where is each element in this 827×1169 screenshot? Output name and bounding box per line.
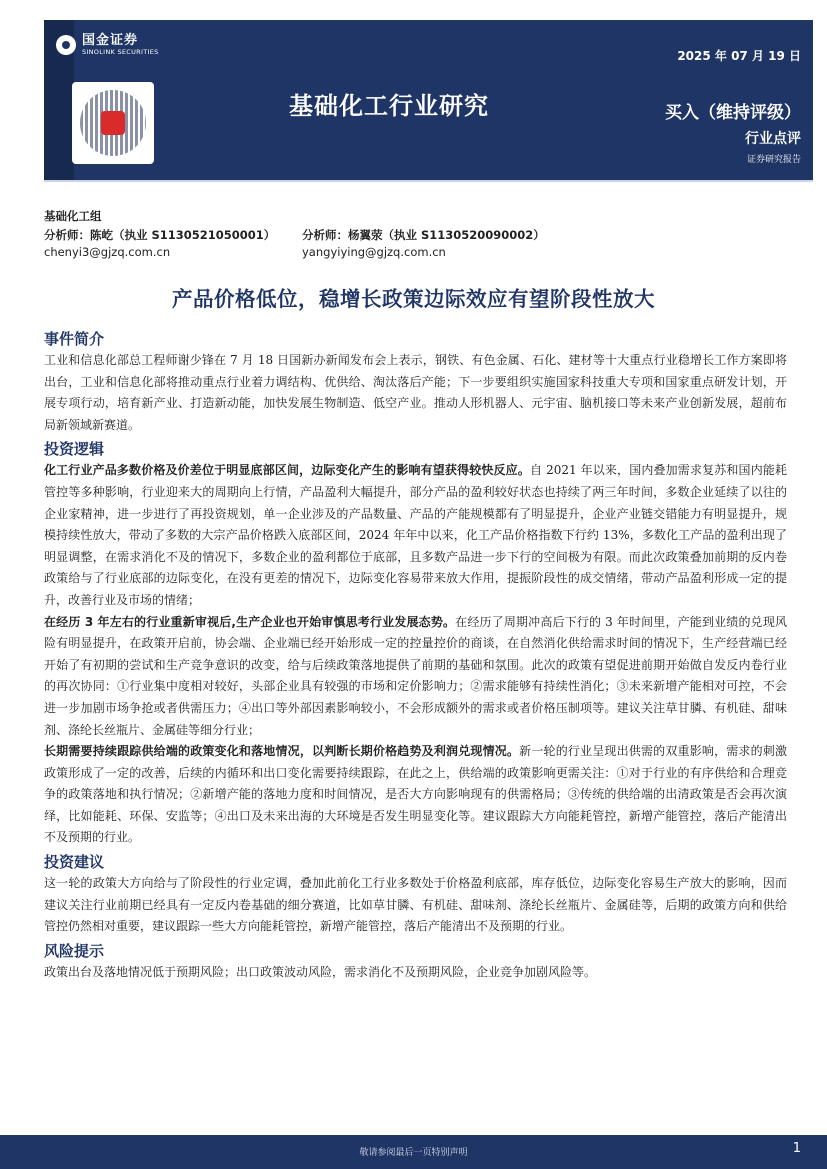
logic-paragraph-3	[44, 741, 787, 849]
report-type: 行业点评	[745, 131, 801, 147]
team-name: 基础化工组	[44, 209, 102, 223]
logic-paragraph-2	[44, 612, 787, 742]
section-title-advice: 投资建议	[44, 853, 105, 872]
logic-paragraph-1	[44, 460, 787, 611]
author-1-name: 分析师：陈屹（执业 S1130521050001）	[44, 228, 276, 242]
logo-icon	[56, 35, 76, 55]
disclaimer-note: 敬请参阅最后一页特别声明	[359, 1148, 468, 1158]
author-1-email[interactable]: chenyi3@gjzq.com.cn	[44, 245, 171, 259]
sector-title: 基础化工行业研究	[289, 92, 489, 120]
logic-p1-lead: 化工行业产品多数价格及价差位于明显底部区间，边际变化产生的影响有望获得较快反应。	[44, 463, 530, 478]
section-title-event: 事件简介	[44, 330, 105, 348]
report-date: 2025 年 07 月 19 日	[677, 49, 801, 63]
logo-name-en: SINOLINK SECURITIES	[82, 48, 159, 56]
report-subtype: 证券研究报告	[746, 155, 801, 165]
page-number: 1	[792, 1141, 801, 1156]
event-paragraph: 工业和信息化部总工程师谢少锋在 7 月 18 日国新办新闻发布会上表示，钢铁、有色金属、石化、建材等十大重点行业稳增长工作方案即将出台，工业和信息化部将推动重点行业着力调结构、优供给、淘汰落后产能；下一步要组织实施国家科技重大专项和国家重点研发计划，开展专项行动，培育新产业、打造新动能，加快发展生物制造、低空产业。推动人形机器人、元宇宙、脑机接口等未来产业创新发展，超前布局新领域新赛道。	[44, 353, 787, 432]
risk-paragraph: 政策出台及落地情况低于预期风险；出口政策波动风险，需求消化不及预期风险，企业竞争加剧风险等。	[44, 964, 597, 979]
header-banner	[44, 20, 813, 182]
section-title-logic: 投资逻辑	[44, 440, 105, 459]
logic-p3-lead: 长期需要持续跟踪供给端的政策变化和落地情况，以判断长期价格趋势及利润兑现情况。	[44, 744, 520, 759]
section-title-risk: 风险提示	[44, 941, 105, 960]
advice-paragraph: 这一轮的政策大方向给与了阶段性的行业定调，叠加此前化工行业多数处于价格盈利底部，库存低位，边际变化容易生产放大的影响，因而建议关注行业前期已经具有一定反内卷基础的细分赛道，比如草甘膦、有机硅、甜味剂、涤纶长丝瓶片、金属硅等，后期的政策方向和供给管控仍然相对重要，建议跟踪一些大方向能耗管控，新增产能管控，落后产能清出不及预期的行业。	[44, 876, 787, 934]
author-2	[302, 227, 602, 261]
logic-p1-body: 自 2021 年以来，国内叠加需求复苏和国内能耗管控等多种影响，行业迎来大的周期向上行情，产品盈利大幅提升，部分产品的盈利较好状态也持续了两三年时间，多数企业延续了以往的企业家精神，进一步进行了再投资规划，单一企业涉及的产品数量、产品的产能规模都有了明显提升，企业产业链交错能力有明显提升，规模持续性放大，带动了多数的大宗产品价格跌入底部区间，2024 年年中以来，化工产品价格指数下行约 13%，多数化工产品的盈利出现了明显调整，在需求消化不及的情况下，多数企业的盈利都位于底部，且多数产品进一步下行的空间极为有限。而此次政策叠加前期的反内卷政策给与了行业底部的边际变化，在没有更差的情况下，边际变化容易带来放大作用，提振阶段性的成交情绪，带动产品盈利形成一定的提升，改善行业及市场的情绪；	[44, 463, 787, 607]
report-body	[44, 326, 787, 983]
author-2-name: 分析师：杨翼荥（执业 S1130520090002）	[302, 228, 545, 242]
logo-name-cn: 国金证券	[82, 33, 139, 48]
company-logo	[56, 34, 159, 56]
logic-p2-body: 在经历了周期冲高后下行的 3 年时间里，产能到业绩的兑现风险有明显提升，在政策开启前，协会端、企业端已经开始形成一定的控量控价的商谈，在自然消化供给需求时间的情况下，生产经营端已经开始了有初期的尝试和生产竞争意识的改变，给与后续政策落地提供了前期的基础和氛围。此次的政策有望促进前期开始做自发反内卷行业的再次协同：①行业集中度相对较好，头部企业具有较强的市场和定价影响力；②需求能够有持续性消化；③未来新增产能相对可控，不会进一步加剧市场争抢或者供需压力；④出口等外部因素影响较小，不会形成额外的需求或者价格压制项等。建议关注草甘膦、有机硅、甜味剂、涤纶长丝瓶片、金属硅等细分行业；	[44, 614, 787, 737]
author-2-email[interactable]: yangyiying@gjzq.com.cn	[302, 245, 446, 259]
author-block	[44, 208, 602, 261]
page-footer	[0, 1135, 827, 1169]
logic-p3-body: 新一轮的行业呈现出供需的双重影响，需求的刺激政策形成了一定的改善，后续的内循环和出口变化需要持续跟踪，在此之上，供给端的政策影响更需关注：①对于行业的有序供给和合理竞争的政策落地和执行情况；②新增产能的落地力度和时间情况，是否大方向影响现有的供需格局；③传统的供给端的出清政策是否会再次演绎，比如能耗、环保、安监等；④出口及未来出海的大环境是否发生明显变化等。建议跟踪大方向能耗管控，新增产能管控，落后产能清出不及预期的行业。	[44, 744, 787, 845]
author-1	[44, 227, 284, 261]
qr-center-logo	[101, 111, 125, 135]
rating-label: 买入（维持评级）	[665, 103, 801, 123]
qr-code	[72, 82, 154, 164]
logic-p2-lead: 在经历 3 年左右的行业重新审视后,生产企业也开始审慎思考行业发展态势。	[44, 614, 456, 629]
report-headline: 产品价格低位，稳增长政策边际效应有望阶段性放大	[172, 287, 655, 311]
